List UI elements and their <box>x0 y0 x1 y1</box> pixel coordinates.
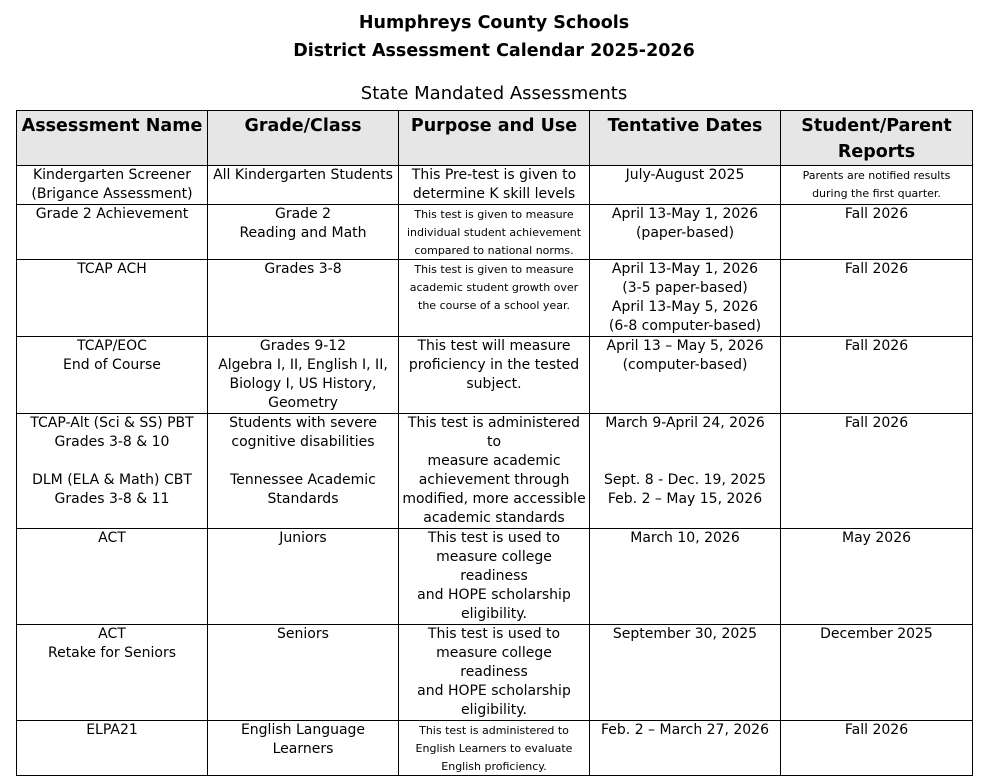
cell-line: This test is given to measure <box>414 208 574 221</box>
cell-line: Fall 2026 <box>844 415 909 431</box>
assessment-name-cell <box>17 166 208 205</box>
cell-line: May 2026 <box>841 530 912 546</box>
cell-line: December 2025 <box>820 626 933 642</box>
cell-line: Tennessee Academic <box>230 472 376 488</box>
purpose-cell <box>399 721 590 776</box>
cell-line: April 13-May 5, 2026 <box>611 299 759 315</box>
cell-line <box>20 452 204 471</box>
assessment-name-cell <box>17 260 208 337</box>
cell-line: (3-5 paper-based) <box>622 280 748 296</box>
column-header-grade-class: Grade/Class <box>208 111 399 166</box>
table-row <box>17 205 973 260</box>
cell-line: March 10, 2026 <box>630 530 740 546</box>
cell-line: during the first quarter. <box>812 187 941 200</box>
cell-line: ACT <box>98 626 126 642</box>
reports-cell <box>781 625 973 721</box>
grade-class-cell <box>208 260 399 337</box>
cell-line: Grade 2 <box>274 206 332 222</box>
column-header-tentative-dates: Tentative Dates <box>590 111 781 166</box>
assessment-name-cell <box>17 337 208 414</box>
cell-line: subject. <box>466 376 522 392</box>
cell-line: English Learners to evaluate <box>415 742 573 755</box>
cell-line: academic student growth over <box>409 281 579 294</box>
assessment-table <box>16 110 973 776</box>
dates-cell <box>590 205 781 260</box>
assessment-name-cell <box>17 529 208 625</box>
table-row <box>17 414 973 529</box>
cell-line: March 9-April 24, 2026 <box>605 415 765 431</box>
table-row <box>17 625 973 721</box>
grade-class-cell <box>208 205 399 260</box>
cell-line: ELPA21 <box>86 722 138 738</box>
purpose-cell <box>399 260 590 337</box>
column-header-purpose: Purpose and Use <box>399 111 590 166</box>
cell-line: Parents are notified results <box>802 169 951 182</box>
table-body <box>17 166 973 776</box>
cell-line: This test is administered to <box>407 415 581 450</box>
dates-cell <box>590 260 781 337</box>
table-row <box>17 721 973 776</box>
cell-line: This Pre-test is given to <box>411 167 577 183</box>
cell-line: measure academic <box>427 453 561 469</box>
cell-line: measure college readiness <box>436 645 552 680</box>
assessment-name-cell <box>17 414 208 529</box>
cell-line: and HOPE scholarship <box>417 683 571 699</box>
cell-line: Fall 2026 <box>844 206 909 222</box>
cell-line: compared to national norms. <box>414 244 574 257</box>
cell-line: English Language Learners <box>240 722 366 757</box>
cell-line: Grades 3-8 & 11 <box>54 491 170 507</box>
grade-class-cell <box>208 625 399 721</box>
cell-line: measure college readiness <box>436 549 552 584</box>
grade-class-cell <box>208 166 399 205</box>
cell-line: September 30, 2025 <box>612 626 758 642</box>
table-row <box>17 337 973 414</box>
cell-line: (6-8 computer-based) <box>608 318 762 334</box>
cell-line: English proficiency. <box>441 760 547 773</box>
cell-line: Feb. 2 – May 15, 2026 <box>607 491 763 507</box>
column-header-assessment-name: Assessment Name <box>17 111 208 166</box>
cell-line: This test is used to <box>427 626 561 642</box>
cell-line: Seniors <box>277 626 329 642</box>
cell-line: Retake for Seniors <box>47 645 177 661</box>
reports-cell <box>781 166 973 205</box>
section-title: State Mandated Assessments <box>360 83 628 104</box>
cell-line: TCAP/EOC <box>77 338 147 354</box>
cell-line: Reading and Math <box>239 225 367 241</box>
calendar-title: District Assessment Calendar 2025-2026 <box>293 41 695 61</box>
grade-class-cell <box>208 721 399 776</box>
dates-cell <box>590 414 781 529</box>
reports-cell <box>781 721 973 776</box>
table-row <box>17 260 973 337</box>
purpose-cell <box>399 529 590 625</box>
cell-line: April 13-May 1, 2026 <box>611 206 759 222</box>
district-title: Humphreys County Schools <box>358 13 630 33</box>
cell-line: Fall 2026 <box>844 338 909 354</box>
cell-line: Kindergarten Screener <box>32 167 192 183</box>
cell-line <box>593 452 777 471</box>
assessment-name-cell <box>17 205 208 260</box>
reports-cell <box>781 529 973 625</box>
grade-class-cell <box>208 529 399 625</box>
cell-line: modified, more accessible <box>402 491 586 507</box>
purpose-cell <box>399 414 590 529</box>
cell-line: This test is administered to <box>419 724 569 737</box>
cell-line: This test will measure <box>417 338 571 354</box>
dates-cell <box>590 529 781 625</box>
reports-cell <box>781 205 973 260</box>
cell-line: (paper-based) <box>635 225 735 241</box>
dates-cell <box>590 337 781 414</box>
purpose-cell <box>399 205 590 260</box>
cell-line: cognitive disabilities <box>231 434 375 450</box>
reports-cell <box>781 260 973 337</box>
cell-line: determine K skill levels <box>412 186 576 202</box>
reports-cell <box>781 337 973 414</box>
cell-line: Fall 2026 <box>844 722 909 738</box>
cell-line: TCAP ACH <box>77 261 147 277</box>
cell-line: individual student achievement <box>406 226 582 239</box>
table-row <box>17 529 973 625</box>
grade-class-cell <box>208 414 399 529</box>
cell-line: achievement through <box>418 472 570 488</box>
assessment-name-cell <box>17 625 208 721</box>
cell-line: Standards <box>267 491 339 507</box>
table-row <box>17 166 973 205</box>
dates-cell <box>590 721 781 776</box>
cell-line: This test is used to <box>427 530 561 546</box>
cell-line: (Brigance Assessment) <box>31 186 193 202</box>
cell-line <box>593 433 777 452</box>
reports-cell <box>781 414 973 529</box>
cell-line: eligibility. <box>461 702 527 718</box>
cell-line: Juniors <box>279 530 327 546</box>
cell-line: the course of a school year. <box>418 299 570 312</box>
cell-line: academic standards <box>423 510 565 526</box>
cell-line: ACT <box>98 530 126 546</box>
cell-line: Algebra I, II, English I, II, <box>218 357 388 373</box>
cell-line: Geometry <box>268 395 338 411</box>
dates-cell <box>590 166 781 205</box>
grade-class-cell <box>208 337 399 414</box>
cell-line: This test is given to measure <box>414 263 574 276</box>
cell-line: Fall 2026 <box>844 261 909 277</box>
cell-line: (computer-based) <box>622 357 748 373</box>
cell-line: Grades 9-12 <box>259 338 347 354</box>
cell-line: Grade 2 Achievement <box>35 206 189 222</box>
column-header-reports: Student/Parent Reports <box>781 111 973 166</box>
cell-line: April 13 – May 5, 2026 <box>606 338 764 354</box>
cell-line: All Kindergarten Students <box>213 167 393 183</box>
cell-line: Students with severe <box>229 415 377 431</box>
cell-line: TCAP-Alt (Sci & SS) PBT <box>30 415 194 431</box>
cell-line: Feb. 2 – March 27, 2026 <box>601 722 769 738</box>
cell-line: and HOPE scholarship <box>417 587 571 603</box>
purpose-cell <box>399 166 590 205</box>
cell-line: April 13-May 1, 2026 <box>611 261 759 277</box>
assessment-name-cell <box>17 721 208 776</box>
cell-line: proficiency in the tested <box>408 357 580 373</box>
cell-line: Grades 3-8 <box>264 261 342 277</box>
cell-line: DLM (ELA & Math) CBT <box>32 472 192 488</box>
cell-line: eligibility. <box>461 606 527 622</box>
table-header-row <box>17 111 973 166</box>
purpose-cell <box>399 337 590 414</box>
cell-line: Biology I, US History, <box>229 376 377 392</box>
cell-line: Sept. 8 - Dec. 19, 2025 <box>604 472 766 488</box>
cell-line: End of Course <box>63 357 161 373</box>
cell-line: Grades 3-8 & 10 <box>54 434 170 450</box>
dates-cell <box>590 625 781 721</box>
cell-line <box>211 452 395 471</box>
cell-line: July-August 2025 <box>625 167 745 183</box>
purpose-cell <box>399 625 590 721</box>
